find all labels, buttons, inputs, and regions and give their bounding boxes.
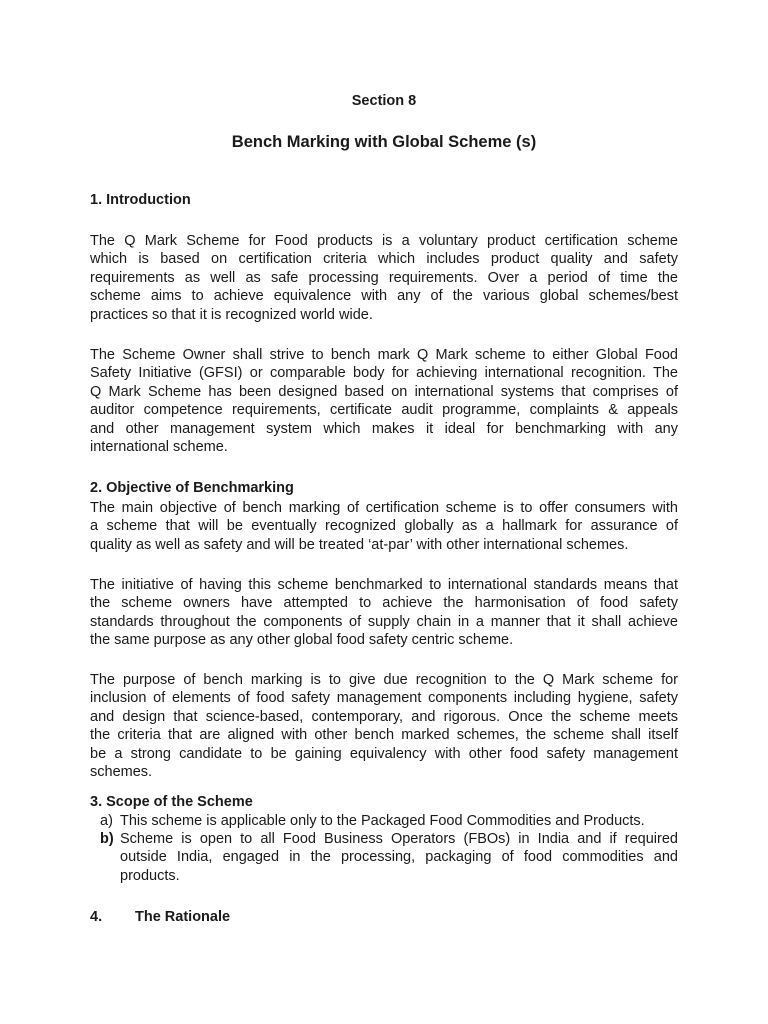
paragraph bbox=[90, 232, 678, 324]
section-label: Section 8 bbox=[351, 93, 417, 109]
text-line: a scheme that will be eventually recognized globally as a hallmark for assurance of bbox=[90, 518, 678, 535]
list-text bbox=[120, 830, 678, 885]
paragraph bbox=[90, 499, 678, 554]
text-line: The purpose of bench marking is to give due recognition to the Q Mark scheme for bbox=[90, 672, 678, 688]
text-line: and other management system which makes it ideal for benchmarking with any bbox=[90, 420, 678, 437]
text-line: the criteria that are aligned with other bench marked schemes, the scheme shall itself bbox=[90, 727, 678, 744]
text-line: Q Mark Scheme has been designed based on international systems that comprises of bbox=[90, 383, 678, 400]
list-item bbox=[0, 812, 768, 832]
text-line: inclusion of elements of food safety management components including hygiene, safety bbox=[90, 690, 678, 707]
text-line: which is based on certification criteria which includes product quality and safety bbox=[90, 251, 678, 268]
text-line: Safety Initiative (GFSI) or comparable body for achieving international recognition. The bbox=[90, 365, 678, 382]
text-line: and design that science-based, contemporary, and rigorous. Once the scheme meets bbox=[90, 708, 678, 725]
text-line: The Scheme Owner shall strive to bench mark Q Mark scheme to either Global Food bbox=[90, 347, 678, 363]
text-line: The initiative of having this scheme benchmarked to international standards means that bbox=[90, 577, 678, 593]
heading-rationale-number: 4. bbox=[90, 909, 103, 925]
text-line: requirements as well as safe processing requirements. Over a period of time the bbox=[90, 269, 678, 286]
list-item bbox=[0, 830, 768, 890]
text-line: practices so that it is recognized world wide. bbox=[90, 306, 373, 323]
text-line: be a strong candidate to be gaining equivalency with other food safety management bbox=[90, 745, 678, 762]
text-line: Scheme is open to all Food Business Operators (FBOs) in India and if required bbox=[120, 831, 678, 847]
paragraph bbox=[90, 576, 678, 650]
heading-scope: 3. Scope of the Scheme bbox=[90, 794, 253, 810]
text-line: scheme aims to achieve equivalence with any of the various global schemes/best bbox=[90, 288, 678, 305]
paragraph bbox=[90, 671, 678, 781]
list-marker: b) bbox=[100, 831, 114, 847]
list-text bbox=[120, 812, 678, 830]
paragraph bbox=[90, 346, 678, 456]
text-line: auditor competence requirements, certificate audit programme, complaints & appeals bbox=[90, 402, 678, 419]
text-line: products. bbox=[120, 867, 180, 884]
text-line: schemes. bbox=[90, 763, 153, 780]
text-line: quality as well as safety and will be treated ‘at-par’ with other international schemes. bbox=[90, 536, 629, 553]
text-line: standards throughout the components of supply chain in a manner that it shall achieve bbox=[90, 613, 678, 630]
heading-introduction: 1. Introduction bbox=[90, 192, 191, 208]
heading-rationale: The Rationale bbox=[135, 909, 231, 925]
text-line: The main objective of bench marking of certification scheme is to offer consumers with bbox=[90, 500, 678, 516]
page-title: Bench Marking with Global Scheme (s) bbox=[231, 133, 537, 151]
text-line: the scheme owners have attempted to achieve the harmonisation of food safety bbox=[90, 595, 678, 612]
text-line: international scheme. bbox=[90, 438, 228, 455]
list-marker: a) bbox=[100, 813, 113, 829]
text-line: the same purpose as any other global food safety centric scheme. bbox=[90, 632, 514, 649]
heading-objective: 2. Objective of Benchmarking bbox=[90, 480, 294, 496]
text-line: outside India, engaged in the processing, packaging of food commodities and bbox=[120, 849, 678, 866]
text-line: This scheme is applicable only to the Packaged Food Commodities and Products. bbox=[120, 813, 645, 829]
text-line: The Q Mark Scheme for Food products is a voluntary product certification scheme bbox=[90, 233, 678, 249]
